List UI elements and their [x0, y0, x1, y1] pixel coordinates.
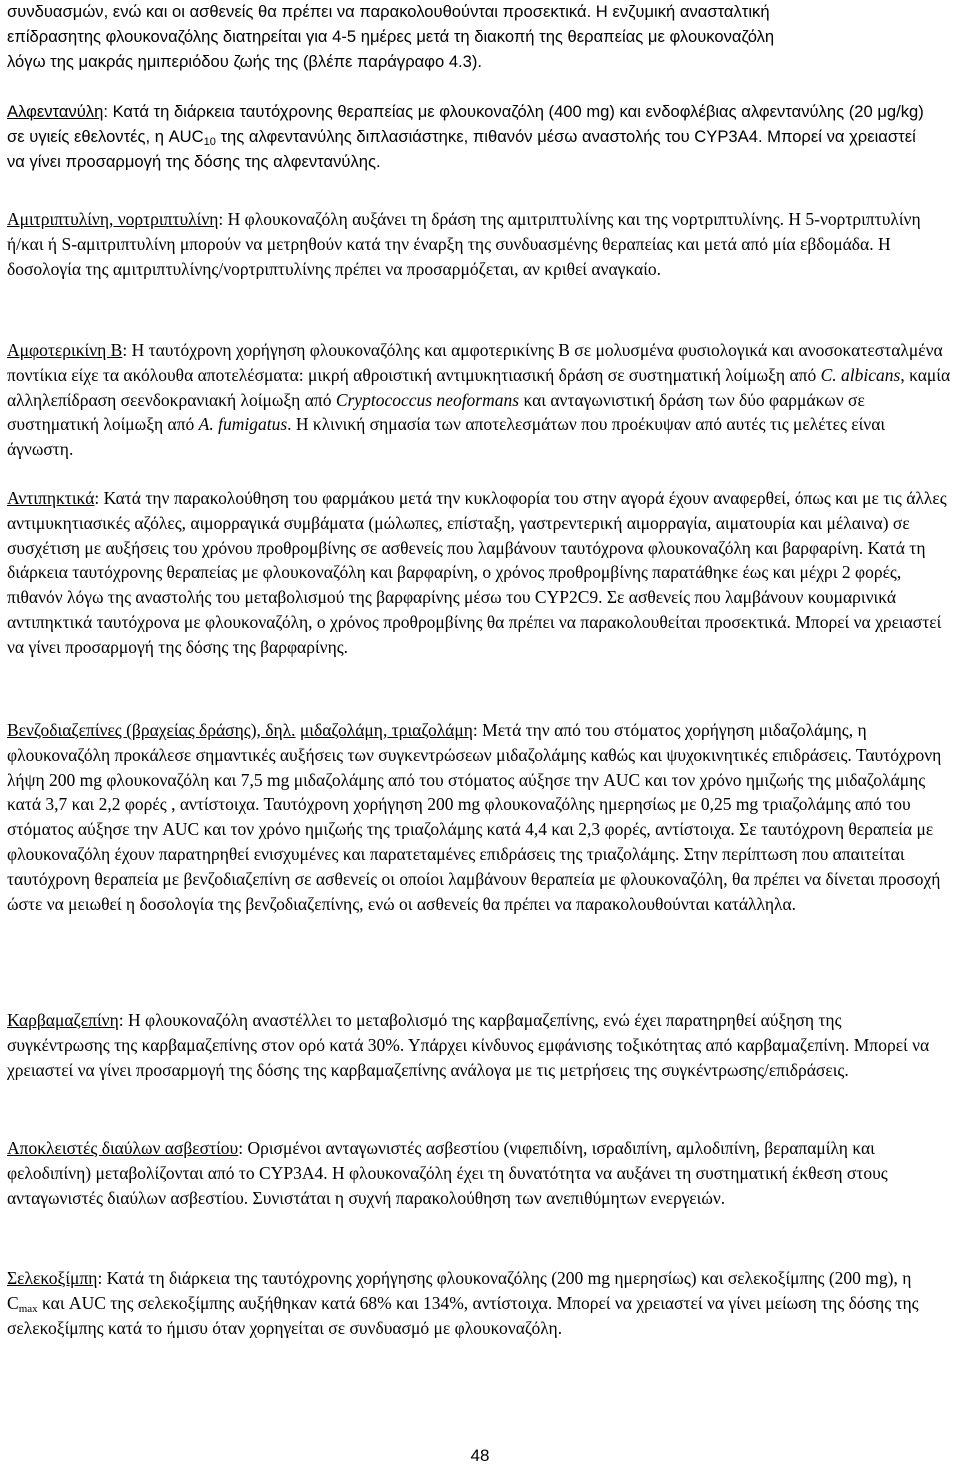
amphotericin-text: . Η κλινική σημασία των αποτελεσμάτων που προέκυψαν από αυτές τις μελέτες είναι άγνωστη. [7, 414, 886, 460]
heading-celecoxib: Σελεκοξίμπη [7, 1268, 98, 1288]
heading-amphotericin: Αμφοτερικίνη Β [7, 340, 123, 360]
heading-anticoagulants: Αντιπηκτικά [7, 488, 95, 508]
intro-paragraph [7, 0, 947, 74]
alfentanil-text-cont: της αλφεντανύλης διπλασιάστηκε, πιθανόν μέσω αναστολής του CYP3A4. Μπορεί να χρειαστεί να γίνει προσαρμογή της δόσης της αλφεντανύλης. [7, 126, 916, 171]
intro-line: συνδυασμών, ενώ και οι ασθενείς θα πρέπει να παρακολουθούνται προσεκτικά. Η ενζυμική ανασταλτική [7, 2, 770, 21]
heading-midazolam-triazolam: μιδαζολάμη, τριαζολάμη [299, 720, 473, 740]
paragraph-benzodiazepines [7, 718, 952, 916]
paragraph-amitriptyline [7, 207, 937, 281]
intro-line: επίδρασητης φλουκοναζόλης διατηρείται για 4-5 ημέρες μετά τη διακοπή της θεραπείας με φλουκοναζόλη [7, 26, 775, 46]
cmax-subscript: max [18, 1302, 38, 1315]
intro-line: λόγω της μακράς ημιπεριόδου ζωής της (βλέπε παράγραφο 4.3). [7, 51, 483, 71]
anticoagulants-text: : Κατά την παρακολούθηση του φαρμάκου μετά την κυκλοφορία του στην αγορά έχουν αναφερθεί, όπως και με τις άλλες αντιμυκητιασικές αζόλες, αιμορραγικά συμβάματα (μώλωπες, επίσταξη, γαστρεντερική αιμορραγία, αιματουρία και μέλαινα) σε συσχέτιση με αυξήσεις του χρόνου προθρομβίνης σε ασθενείς που λαμβάνουν ταυτόχρονα φλουκοναζόλη και βαρφαρίνη. Κατά τη διάρκεια ταυτόχρονης θεραπείας με φλουκοναζόλη και βαρφαρίνη, ο χρόνος προθρομβίνης παρατάθηκε έως και μέχρι 2 φορές, πιθανόν λόγω της αναστολής του μεταβολισμού της βαρφαρίνης μέσω του CYP2C9. Σε ασθενείς που λαμβάνουν κουμαρινικά αντιπηκτικά ταυτόχρονα με φλουκοναζόλη, ο χρόνος προθρομβίνης θα πρέπει να παρακολουθείται προσεκτικά. Μπορεί να χρειαστεί να γίνει προσαρμογή της δόσης της βαρφαρίνης. [7, 488, 947, 657]
paragraph-amphotericin [7, 338, 952, 462]
page-number: 48 [470, 1446, 490, 1465]
heading-benzodiazepines: Βενζοδιαζεπίνες (βραχείας δράσης), δηλ. [7, 720, 296, 740]
heading-amitriptyline: Αμιτριπτυλίνη, νορτριπτυλίνη [7, 209, 219, 229]
species-cryptococcus: Cryptococcus neoformans [335, 389, 520, 410]
species-c-albicans: C. albicans [820, 364, 901, 385]
celecoxib-text: : Κατά τη διάρκεια της ταυτόχρονης χορήγησης φλουκοναζόλης (200 mg ημερησίως) και σελεκοξίμπης (200 mg), η C [7, 1268, 912, 1313]
celecoxib-text-cont: και AUC της σελεκοξίμπης αυξήθηκαν κατά 68% και 134%, αντίστοιχα. Μπορεί να χρειαστεί να γίνει μείωση της δόσης της σελεκοξίμπης κατά το ήμισυ όταν χορηγείται σε συνδυασμό με φλουκοναζόλη. [7, 1292, 919, 1338]
heading-carbamazepine: Καρβαμαζεπίνη [7, 1010, 119, 1030]
heading-alfentanil: Αλφεντανύλη [7, 102, 104, 121]
paragraph-celecoxib [7, 1266, 942, 1340]
amphotericin-text: , καμία αλληλεπίδραση σεενδοκρανιακή λοίμωξη από [7, 364, 951, 410]
amitriptyline-text: : Η φλουκοναζόλη αυξάνει τη δράση της αμιτριπτυλίνης και της νορτριπτυλίνης. Η 5-νορτριπτυλίνη ή/και ή S-αμιτριπτυλίνη μπορούν να μετρηθούν κατά την έναρξη της συνδυασμένης θεραπείας και μετά από μία εβδομάδα. Η δοσολογία της αμιτριπτυλίνης/νορτριπτυλίνης πρέπει να προσαρμόζεται, αν κριθεί αναγκαίο. [7, 209, 921, 279]
carbamazepine-text: : Η φλουκοναζόλη αναστέλλει το μεταβολισμό της καρβαμαζεπίνης, ενώ έχει παρατηρηθεί αύξηση της συγκέντρωσης της καρβαμαζεπίνης στον ορό κατά 30%. Υπάρχει κίνδυνος εμφάνισης τοξικότητας από καρβαμαζεπίνη. Μπορεί να χρειαστεί να γίνει προσαρμογή της δόσης της καρβαμαζεπίνης ανάλογα με τις μετρήσεις της συγκέντρωσης/επιδράσεις. [7, 1010, 930, 1080]
paragraph-anticoagulants [7, 486, 952, 660]
paragraph-alfentanil [7, 100, 927, 174]
amphotericin-text: : Η ταυτόχρονη χορήγηση φλουκοναζόλης και αμφοτερικίνης Β σε μολυσμένα φυσιολογικά και ανοσοκατεσταλμένα ποντίκια είχε τα ακόλουθα αποτελέσματα: μικρή αθροιστική αντιμυκητιασική δράση σε συστηματική λοίμωξη από [7, 340, 943, 385]
paragraph-carbamazepine [7, 1008, 942, 1082]
ccb-text: : Ορισμένοι ανταγωνιστές ασβεστίου (νιφεπιδίνη, ισραδιπίνη, αμλοδιπίνη, βεραπαμίλη και φελοδιπίνη) μεταβολίζονται από το CYP3A4. Η φλουκοναζόλη έχει τη δυνατότητα να αυξάνει τη συστηματική έκθεση στους ανταγωνιστές διαύλων ασβεστίου. Συνιστάται η συχνή παρακολούθηση των ανεπιθύμητων ενεργειών. [7, 1138, 888, 1208]
auc-subscript: 10 [203, 135, 216, 148]
amphotericin-text: και ανταγωνιστική δράση των δύο φαρμάκων σε συστηματική λοίμωξη από [7, 389, 865, 435]
heading-calcium-channel-blockers: Αποκλειστές διαύλων ασβεστίου [7, 1138, 239, 1158]
species-a-fumigatus: A. fumigatus [198, 414, 288, 435]
benzodiazepines-text: : Μετά την από του στόματος χορήγηση μιδαζολάμης, η φλουκοναζόλη προκάλεσε σημαντικές αυξήσεις των συγκεντρώσεων μιδαζολάμης καθώς και ψυχοκινητικές επιδράσεις. Ταυτόχρονη λήψη 200 mg φλουκοναζόλη και 7,5 mg μιδαζολάμης από του στόματος αύξησε την AUC και τον χρόνο ημιζωής της μιδαζολάμης κατά 3,7 και 2,2 φορές , αντίστοιχα. Ταυτόχρονη χορήγηση 200 mg φλουκοναζόλης ημερησίως με 0,25 mg τριαζολάμης από του στόματος αύξησε την AUC και τον χρόνο ημιζωής της τριαζολάμης κατά 4,4 και 2,3 φορές, αντίστοιχα. Σε ταυτόχρονη θεραπεία με φλουκοναζόλη έχουν παρατηρηθεί ενισχυμένες και παρατεταμένες επιδράσεις της τριαζολάμης. Στην περίπτωση που απαιτείται ταυτόχρονη θεραπεία με βενζοδιαζεπίνη σε ασθενείς οι οποίοι λαμβάνουν θεραπεία με φλουκοναζόλη, θα πρέπει να δίνεται προσοχή ώστε να μειωθεί η δοσολογία της βενζοδιαζεπίνης, ενώ οι ασθενείς θα πρέπει να παρακολουθούνται κατάλληλα. [7, 720, 942, 914]
alfentanil-text: : Κατά τη διάρκεια ταυτόχρονης θεραπείας με φλουκοναζόλη (400 mg) και ενδοφλέβιας αλφεντανύλης (20 μg/kg) σε υγιείς εθελοντές, η AUC [7, 102, 924, 146]
paragraph-calcium-channel-blockers [7, 1136, 942, 1210]
